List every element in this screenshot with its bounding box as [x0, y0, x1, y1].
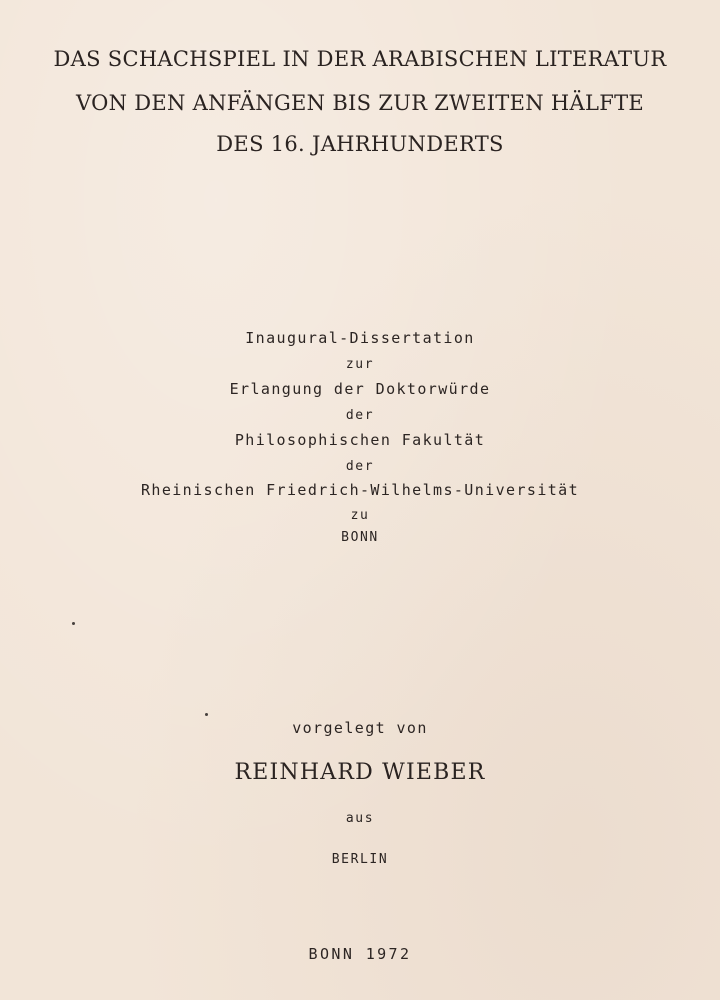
dissertation-purpose: Erlangung der Doktorwürde [229, 380, 491, 398]
ink-speck [72, 622, 75, 625]
imprint-place-year: BONN 1972 [308, 945, 412, 963]
dissertation-zu: zu [350, 508, 370, 523]
ink-speck [205, 713, 208, 716]
university-name: Rheinischen Friedrich-Wilhelms-Universität [140, 481, 580, 499]
dissertation-type: Inaugural-Dissertation [245, 329, 475, 347]
author-hometown: BERLIN [331, 852, 389, 867]
dissertation-der-1: der [345, 408, 375, 423]
presented-by: vorgelegt von [292, 719, 428, 737]
faculty-name: Philosophischen Fakultät [234, 431, 486, 449]
dissertation-der-2: der [345, 459, 375, 474]
author-aus: aus [345, 811, 375, 826]
university-city: BONN [341, 530, 379, 545]
author-name: REINHARD WIEBER [234, 760, 486, 785]
dissertation-zur: zur [345, 357, 375, 372]
title-line-3: DES 16. JAHRHUNDERTS [216, 132, 504, 156]
title-line-1: DAS SCHACHSPIEL IN DER ARABISCHEN LITERATUR [53, 47, 667, 71]
title-line-2: VON DEN ANFÄNGEN BIS ZUR ZWEITEN HÄLFTE [75, 91, 645, 115]
